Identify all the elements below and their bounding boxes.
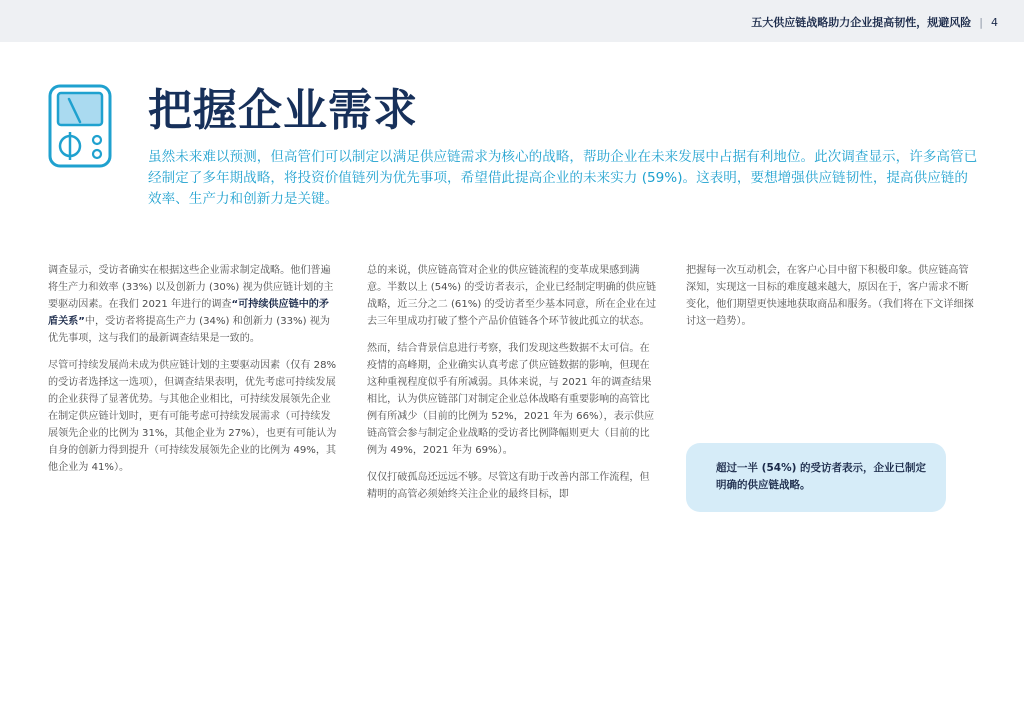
intro-paragraph: 虽然未来难以预测，但高管们可以制定以满足供应链需求为核心的战略，帮助企业在未来发展中占据有利地位。此次调查显示，许多高管已经制定了多年期战略，将投资价值链列为优先事项，希望借此提高企业的未来实力 (59%)。这表明，要想增强供应链韧性，提高供应链的效率、生产力和创新力是关键。 xyxy=(148,149,978,207)
column-3-paragraph-1: 把握每一次互动机会，在客户心目中留下积极印象。供应链高管深知，实现这一目标的难度越来越大，原因在于，客户需求不断变化，他们期望更快速地获取商品和服务。（我们将在下文详细探讨这一趋势）。 xyxy=(686,265,974,327)
column-1-paragraph-1 xyxy=(48,262,338,347)
callout-text: 超过一半 (54%) 的受访者表示，企业已制定明确的供应链战略。 xyxy=(716,462,927,491)
running-header xyxy=(751,14,998,30)
page-title: 把握企业需求 xyxy=(148,85,418,136)
gauge-meter-icon xyxy=(48,84,112,168)
page-number: 4 xyxy=(991,15,998,29)
paragraph-text: 调查显示，受访者确实在根据这些企业需求制定战略。他们普遍将生产力和效率 (33%) 以及创新力 (30%) 视为供应链计划的主要驱动因素。在我们 2021 年进行的调查 xyxy=(48,265,334,310)
callout-box xyxy=(686,443,946,512)
report-title-reference: “可持续供应链中的矛盾关系” xyxy=(48,299,329,327)
column-1-paragraph-2: 尽管可持续发展尚未成为供应链计划的主要驱动因素（仅有 28% 的受访者选择这一选项），但调查结果表明，优先考虑可持续发展的企业获得了显著优势。与其他企业相比，可持续发展领先企业在制定供应链计划时，更有可能考虑可持续发展需求（可持续发展领先企业的比例为 31%，其他企业为 27%），也更有可能认为自身的创新力得到提升（可持续发展领先企业的比例为 49%，其他企业为 41%）。 xyxy=(48,360,337,473)
text-column-1 xyxy=(48,262,338,486)
text-column-3 xyxy=(686,262,976,340)
paragraph-text: 中，受访者将提高生产力 (34%) 和创新力 (33%) 视为优先事项，这与我们的最新调查结果是一致的。 xyxy=(48,316,330,344)
top-bar xyxy=(0,0,1024,42)
column-2-paragraph-1: 总的来说，供应链高管对企业的供应链流程的变革成果感到满意。半数以上 (54%) 的受访者表示，企业已经制定明确的供应链战略，近三分之二 (61%) 的受访者至少基本同意，所在企业在过去三年里成功打破了整个产品价值链各个环节彼此孤立的状态。 xyxy=(367,265,657,327)
document-title: 五大供应链战略助力企业提高韧性，规避风险 xyxy=(751,16,972,29)
text-column-2 xyxy=(367,262,657,513)
header-separator: | xyxy=(979,15,983,29)
column-2-paragraph-3: 仅仅打破孤岛还远远不够。尽管这有助于改善内部工作流程，但精明的高管必须始终关注企业的最终目标，即 xyxy=(367,472,650,500)
column-2-paragraph-2: 然而，结合背景信息进行考察，我们发现这些数据不太可信。在疫情的高峰期，企业确实认真考虑了供应链数据的影响，但现在这种重视程度似乎有所减弱。具体来说，与 2021 年的调查结果相比，认为供应链部门对制定企业总体战略有重要影响的高管比例有所减少（目前的比例为 52%，2021 年为 66%），表示供应链高管会参与制定企业战略的受访者比例降幅则更大（目前的比例为 49%，2021 年为 69%）。 xyxy=(367,343,655,456)
